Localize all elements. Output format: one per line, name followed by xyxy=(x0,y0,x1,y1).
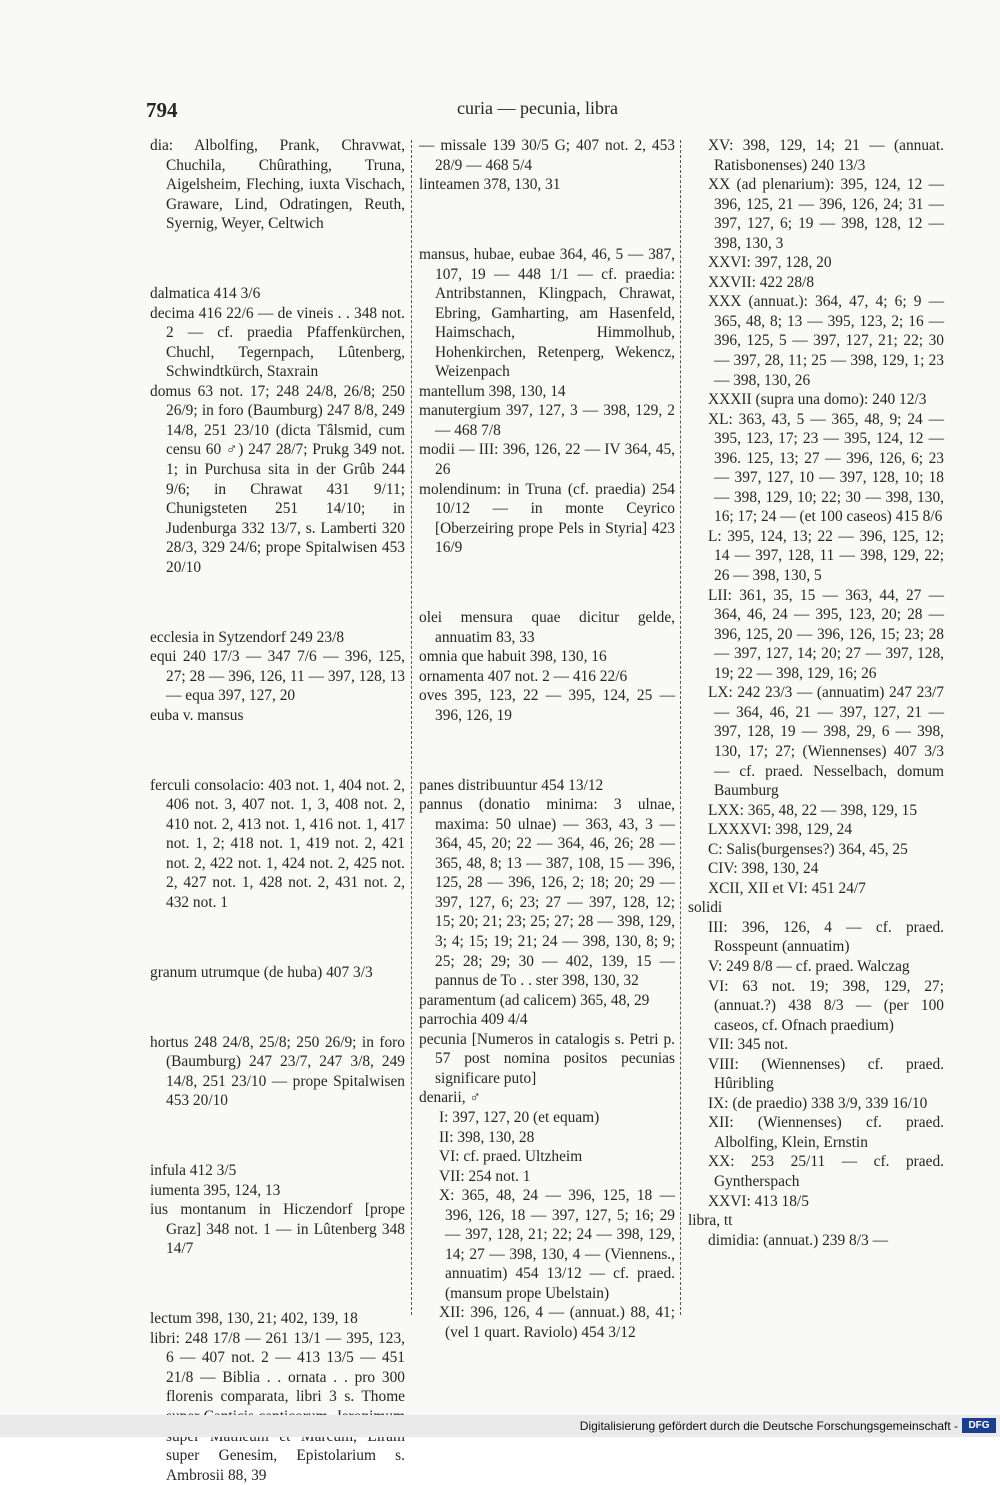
index-entry: LXX: 365, 48, 22 — 398, 129, 15 xyxy=(708,801,918,819)
index-entry: decima 416 22/6 — de vineis . . 348 not. 2 — cf. praedia Pfaffenkürchen, Chuchl, Tegernpach, Lûtenberg, Schwindtkürch, Staxrain xyxy=(150,304,405,381)
entry-spacer xyxy=(150,1274,405,1294)
dfg-logo: DFG xyxy=(962,1418,996,1433)
index-column-right xyxy=(688,136,944,1250)
index-entry: denarii, ♂ xyxy=(419,1089,481,1107)
index-entry: LXXXVI: 398, 129, 24 xyxy=(708,821,853,839)
footer-bar xyxy=(0,1415,1000,1437)
index-entry: XXX (annuat.): 364, 47, 4; 6; 9 — 365, 48, 8; 13 — 395, 123, 2; 16 — 396, 125, 5 — 397, 127, 21; 22; 30 — 397, 28, 11; 25 — 398, 129, 1; 23 — 398, 130, 26 xyxy=(708,293,944,389)
entry-spacer xyxy=(419,741,675,761)
index-entry: VI: 63 not. 19; 398, 129, 27; (annuat.?) 438 8/3 — (per 100 caseos, cf. Ofnach praedium) xyxy=(708,977,944,1034)
index-entry: manutergium 397, 127, 3 — 398, 129, 2 — 468 7/8 xyxy=(419,402,675,439)
index-entry: molendinum: in Truna (cf. praedia) 254 10/12 — in monte Ceyrico [Oberzeiring prope Pels in Styria] 423 16/9 xyxy=(419,480,675,557)
index-entry: parrochia 409 4/4 xyxy=(419,1011,528,1029)
index-entry: libri: 248 17/8 — 261 13/1 — 395, 123, 6 — 407 not. 2 — 413 13/5 — 451 21/8 — Biblia . . ornata . . pro 300 florenis comparata, libri 3 s. Thome super Genesim, Epistolarium s. Ambrosii 88, 39 xyxy=(150,1329,405,1484)
index-entry: dalmatica 414 3/6 xyxy=(150,285,261,303)
index-entry: VIII: (Wiennenses) cf. praed. Hûribling xyxy=(708,1055,944,1093)
index-entry: X: 365, 48, 24 — 396, 125, 18 — 396, 126, 18 — 397, 127, 5; 16; 29 — 397, 128, 21; 22; 24 — 398, 129, 14; 27 — 398, 130, 4 — (Viennens., annuatim) 454 13/12 — cf. praed. (mansum prope Ubelstain) xyxy=(439,1187,675,1302)
index-entry: ius montanum in Hiczendorf [prope Graz] 348 not. 1 — in Lûtenberg 348 14/7 xyxy=(150,1201,405,1258)
index-entry: infula 412 3/5 xyxy=(150,1162,237,1180)
entry-spacer xyxy=(150,249,405,269)
index-entry: modii — III: 396, 126, 22 — IV 364, 45, 26 xyxy=(419,441,675,478)
index-entry: XXVI: 413 18/5 xyxy=(708,1192,809,1210)
column-divider xyxy=(680,140,681,1315)
index-entry: XL: 363, 43, 5 — 365, 48, 9; 24 — 395, 123, 17; 23 — 395, 124, 12 — 396. 125, 13; 27 — 396, 126, 6; 23 — 397, 127, 10 — 397, 128, 10; 18 — 398, 129, 10; 22; 30 — 398, 130, 16; 17; 24 — (et 100 caseos) 415 8/6 xyxy=(708,410,944,526)
index-entry: I: 397, 127, 20 (et equam) xyxy=(439,1108,600,1126)
index-entry: lectum 398, 130, 21; 402, 139, 18 xyxy=(150,1310,358,1328)
index-entry: libra, tt xyxy=(688,1212,733,1230)
index-entry: solidi xyxy=(688,899,723,917)
index-entry: XV: 398, 129, 14; 21 — (annuat. Ratisbonenses) 240 13/3 xyxy=(708,137,944,174)
index-entry: ferculi consolacio: 403 not. 1, 404 not. 2, 406 not. 3, 407 not. 1, 3, 408 not. 2, 410 not. 2, 413 not. 1, 416 not. 1, 417 not. 1, 2; 418 not. 1, 419 not. 2, 421 not. 2, 422 not. 1, 424 not. 2, 425 not. 2, 427 not. 1, 428 not. 2, 431 not. 2, 432 not. 1 xyxy=(150,776,405,911)
index-entry: euba v. mansus xyxy=(150,706,244,724)
index-entry: paramentum (ad calicem) 365, 48, 29 xyxy=(419,991,650,1009)
index-entry: L: 395, 124, 13; 22 — 396, 125, 12; 14 — 397, 128, 11 — 398, 129, 22; 26 — 398, 130, 5 xyxy=(708,527,944,585)
index-entry: CIV: 398, 130, 24 xyxy=(708,860,819,878)
index-entry: XCII, XII et VI: 451 24/7 xyxy=(708,879,866,897)
entry-spacer xyxy=(150,593,405,613)
index-entry: VII: 345 not. xyxy=(708,1036,788,1054)
index-entry: III: 396, 126, 4 — cf. praed. Rosspeunt (annuatim) xyxy=(708,918,944,956)
index-entry: omnia que habuit 398, 130, 16 xyxy=(419,648,607,666)
index-entry: XXVII: 422 28/8 xyxy=(708,273,815,291)
funding-note: Digitalisierung gefördert durch die Deutsche Forschungsgemeinschaft - xyxy=(579,1419,958,1433)
entry-spacer xyxy=(419,210,675,230)
index-column-left xyxy=(150,136,405,1485)
index-entry: V: 249 8/8 — cf. praed. Walczag xyxy=(708,957,910,975)
index-entry: XX: 253 25/11 — cf. praed. Gyntherspach xyxy=(708,1153,944,1190)
index-entry: ecclesia in Sytzendorf 249 23/8 xyxy=(150,628,345,646)
entry-spacer xyxy=(150,998,405,1018)
index-entry: LII: 361, 35, 15 — 363, 44, 27 — 364, 46, 24 — 395, 123, 20; 28 — 396, 125, 20 — 396, 126, 15; 23; 28 — 397, 127, 14; 20; 27 — 397, 128, 19; 22 — 398, 129, 16; 26 xyxy=(708,586,944,682)
index-entry: equi 240 17/3 — 347 7/6 — 396, 125, 27; 28 — 396, 126, 11 — 397, 128, 13 — equa 397, 127, 20 xyxy=(150,648,405,705)
index-entry: iumenta 395, 124, 13 xyxy=(150,1181,281,1199)
index-entry: hortus 248 24/8, 25/8; 250 26/9; in foro (Baumburg) 247 23/7, 247 3/8, 249 14/8, 251 23/10 — prope Spitalwisen 453 20/10 xyxy=(150,1033,405,1110)
index-entry: IX: (de praedio) 338 3/9, 339 16/10 xyxy=(708,1094,928,1112)
index-entry: granum utrumque (de huba) 407 3/3 xyxy=(150,963,373,981)
index-entry: ornamenta 407 not. 2 — 416 22/6 xyxy=(419,667,628,685)
index-entry: olei mensura quae dicitur gelde, annuatim 83, 33 xyxy=(419,609,675,646)
index-entry: II: 398, 130, 28 xyxy=(439,1128,535,1146)
index-entry: XII: 396, 126, 4 — (annuat.) 88, 41; (vel 1 quart. Raviolo) 454 3/12 xyxy=(439,1304,675,1341)
index-entry: LX: 242 23/3 — (annuatim) 247 23/7 — 364, 46, 21 — 397, 127, 21 — 397, 128, 19 — 398, 29, 6 — 398, 130, 17; 27; (Wiennenses) 407 3/3 — cf. praed. Nesselbach, domum Baumburg xyxy=(708,684,944,800)
page-number: 794 xyxy=(146,98,178,122)
entry-spacer xyxy=(150,741,405,761)
index-entry: dia: Albolfing, Prank, Chravwat, Chuchila, Chûrathing, Truna, Aigelsheim, Fleching, iuxta Vischach, Graware, Lind, Odratingen, Reuth, Syernig, Weyer, Celtwich xyxy=(150,137,405,233)
entry-spacer xyxy=(419,573,675,593)
index-entry: C: Salis(burgenses?) 364, 45, 25 xyxy=(708,840,908,858)
index-entry: XX (ad plenarium): 395, 124, 12 — 396, 125, 21 — 396, 126, 24; 31 — 397, 127, 6; 19 — 398, 128, 12 — 398, 130, 3 xyxy=(708,176,944,252)
index-entry: mantellum 398, 130, 14 xyxy=(419,382,566,400)
index-entry: — missale 139 30/5 G; 407 not. 2, 453 28/9 — 468 5/4 xyxy=(419,137,675,174)
index-entry: XII: (Wiennenses) cf. praed. Albolfing, Klein, Ernstin xyxy=(708,1114,944,1151)
column-divider xyxy=(411,140,412,1315)
entry-spacer xyxy=(150,928,405,948)
entry-spacer xyxy=(150,1126,405,1146)
index-entry: VII: 254 not. 1 xyxy=(439,1167,531,1185)
index-entry: dimidia: (annuat.) 239 8/3 — xyxy=(708,1231,888,1249)
index-entry: mansus, hubae, eubae 364, 46, 5 — 387, 107, 19 — 448 1/1 — cf. praedia: Antribstannen, Klingpach, Chrawat, Ebring, Gamharting, am Hasenfeld, Haimschach, Himmolhub, Hohenkirchen, Retenperg, Wekencz, Weizenpach xyxy=(419,245,675,381)
index-entry: XXVI: 397, 128, 20 xyxy=(708,254,832,272)
index-entry: domus 63 not. 17; 248 24/8, 26/8; 250 26/9; in foro (Baumburg) 247 8/8, 249 14/8, 251 23/10 (dicta Tâlsmid, cum censu 60 ♂) 247 28/7; Prukg 349 not. 1; in Purchusa sita in der Grûb 244 9/6; in Chrawat 431 9/11; Chunigsteten 251 14/10; in Judenburga 332 13/7, s. Lamberti 320 28/3, 329 24/6; prope Spitalwisen 453 20/10 xyxy=(150,382,405,576)
index-column-middle xyxy=(419,136,675,1343)
index-entry: pannus (donatio minima: 3 ulnae, maxima: 50 ulnae) — 363, 43, 3 — 364, 45, 20; 22 — 364, 46, 26; 28 — 365, 48, 8; 13 — 387, 108, 15 — 396, 125, 28 — 396, 126, 2; 18; 20; 29 — 397, 127, 6; 23; 27 — 397, 128, 12; 15; 20; 21; 23; 25; 27; 28 — 398, 129, 3; 4; 15; 19; 21; 24 — 398, 130, 8; 9; 25; 28; 29; 30 — 402, 139, 15 — pannus de To . . ster 398, 130, 32 xyxy=(419,796,675,990)
index-entry: XXXII (supra una domo): 240 12/3 xyxy=(708,391,927,409)
index-entry: VI: cf. praed. Ultzheim xyxy=(439,1148,583,1166)
index-entry: panes distribuuntur 454 13/12 xyxy=(419,776,604,794)
index-entry: linteamen 378, 130, 31 xyxy=(419,176,561,194)
index-entry: pecunia [Numeros in catalogis s. Petri p. 57 post nomina positos pecunias significare puto] xyxy=(419,1030,675,1087)
index-entry: oves 395, 123, 22 — 395, 124, 25 — 396, 126, 19 xyxy=(419,687,675,724)
running-head: curia — pecunia, libra xyxy=(457,98,618,118)
